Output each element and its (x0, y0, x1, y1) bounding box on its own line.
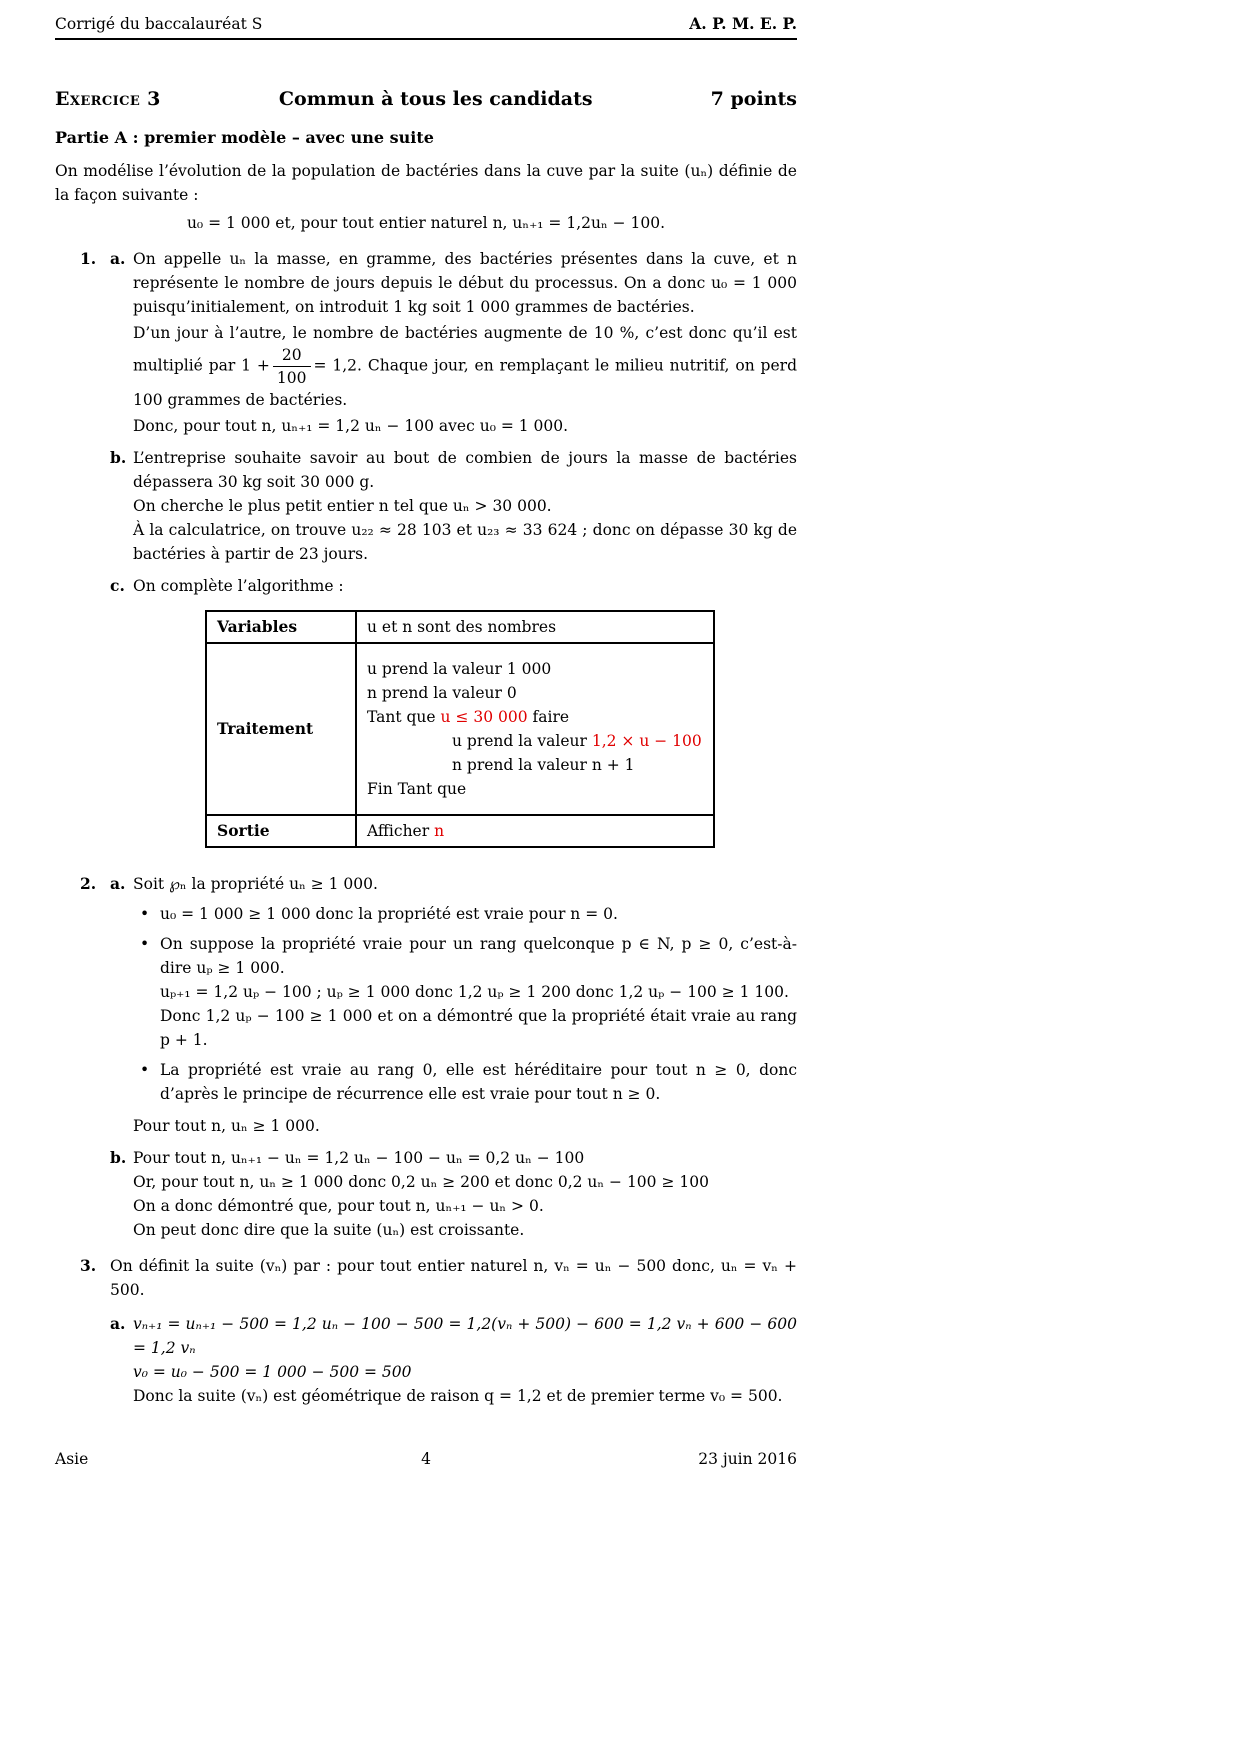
sequence-definition-formula: u₀ = 1 000 et, pour tout entier naturel n, uₙ₊₁ = 1,2uₙ − 100. (186, 214, 666, 232)
algo-line-3-condition: u ≤ 30 000 (440, 708, 528, 726)
q1a-paragraph-2 (133, 321, 797, 412)
page-footer (55, 1450, 797, 1468)
q3-intro: On définit la suite (vₙ) par : pour tout entier naturel n, vₙ = uₙ − 500 donc, uₙ = vₙ + 500. (110, 1257, 797, 1299)
footer-location: Asie (55, 1450, 89, 1468)
algo-variables-value: u et n sont des nombres (356, 611, 714, 643)
question-1a-label: a. (110, 249, 126, 268)
question-1 (55, 247, 797, 860)
exercise-title: Commun à tous les candidats (278, 88, 593, 110)
algo-line-2: n prend la valeur 0 (367, 684, 517, 702)
intro-paragraph: On modélise l’évolution de la population de bactéries dans la cuve par la suite (uₙ) définie de la façon suivante : (55, 162, 797, 204)
question-1c (110, 574, 797, 598)
bullet-marker: • (140, 935, 150, 953)
document-page (55, 14, 797, 1468)
algo-line-3 (367, 705, 703, 729)
q2a-bullet-2 (133, 932, 797, 1052)
q2a-bullet-3-text: La propriété est vraie au rang 0, elle est héréditaire pour tout n ≥ 0, donc d’après le principe de récurrence elle est vraie pour tout n ≥ 0. (160, 1061, 797, 1103)
question-2 (55, 872, 797, 1242)
algo-sortie-label: Sortie (206, 815, 356, 847)
q2a-bullet-2-line-2: uₚ₊₁ = 1,2 uₚ − 100 ; uₚ ≥ 1 000 donc 1,2 uₚ ≥ 1 200 donc 1,2 uₚ − 100 ≥ 1 100. (160, 983, 789, 1001)
algorithm-table (205, 610, 715, 848)
fraction-numerator: 20 (273, 345, 311, 367)
algorithm-row-variables (206, 611, 714, 643)
q3a-line-2: v₀ = u₀ − 500 = 1 000 − 500 = 500 (133, 1363, 412, 1381)
fraction-denominator: 100 (276, 369, 307, 387)
q2b-line-3: On a donc démontré que, pour tout n, uₙ₊₁ − uₙ > 0. (133, 1197, 544, 1215)
q1a-paragraph-3: Donc, pour tout n, uₙ₊₁ = 1,2 uₙ − 100 avec u₀ = 1 000. (133, 417, 569, 435)
algo-line-1: u prend la valeur 1 000 (367, 660, 552, 678)
question-2b (110, 1146, 797, 1242)
algo-traitement-label: Traitement (206, 643, 356, 815)
q2a-bullet-2-line-3: Donc 1,2 uₚ − 100 ≥ 1 000 et on a démontré que la propriété était vraie au rang p + 1. (160, 1007, 797, 1049)
q3a-line-1: vₙ₊₁ = uₙ₊₁ − 500 = 1,2 uₙ − 100 − 500 = 1,2(vₙ + 500) − 600 = 1,2 vₙ + 600 − 600 = 1,2 vₙ (133, 1315, 797, 1357)
algorithm-row-traitement (206, 643, 714, 815)
q2a-conclusion: Pour tout n, uₙ ≥ 1 000. (133, 1117, 320, 1135)
footer-date: 23 juin 2016 (698, 1450, 797, 1468)
exercise-header (55, 88, 797, 110)
question-3a-label: a. (110, 1314, 126, 1333)
q2b-line-2: Or, pour tout n, uₙ ≥ 1 000 donc 0,2 uₙ ≥ 200 et donc 0,2 uₙ − 100 ≥ 100 (133, 1173, 709, 1191)
q2b-line-4: On peut donc dire que la suite (uₙ) est croissante. (133, 1221, 525, 1239)
algo-variables-label: Variables (206, 611, 356, 643)
question-1b-label: b. (110, 448, 127, 467)
algo-traitement-body (356, 643, 714, 815)
question-1a (110, 247, 797, 438)
q1b-paragraph-3: À la calculatrice, on trouve u₂₂ ≈ 28 103 et u₂₃ ≈ 33 624 ; donc on dépasse 30 kg de bactéries à partir de 23 jours. (133, 521, 797, 563)
header-apmep-label: A. P. M. E. P. (689, 14, 797, 33)
algo-sortie-value (356, 815, 714, 847)
algo-sortie-variable: n (434, 822, 445, 840)
exercise-points: 7 points (710, 88, 797, 110)
part-a-heading: Partie A : premier modèle – avec une suite (55, 128, 434, 147)
algo-sortie-prefix: Afficher (367, 822, 435, 840)
q1a-p2-before-fraction: D’un jour à l’autre, le nombre de bactéries augmente de 10 %, c’est donc qu’il est multiplié par 1 + (133, 324, 797, 375)
algo-line-4 (367, 729, 703, 753)
q3a-line-3: Donc la suite (vₙ) est géométrique de raison q = 1,2 et de premier terme v₀ = 500. (133, 1387, 783, 1405)
q1a-p2-after-fraction: = 1,2. Chaque jour, en remplaçant le milieu nutritif, on perd 100 grammes de bactéries. (133, 356, 797, 409)
question-1c-label: c. (110, 576, 125, 595)
question-2b-label: b. (110, 1148, 127, 1167)
question-1b (110, 446, 797, 566)
q1c-paragraph-1: On complète l’algorithme : (133, 577, 344, 595)
fraction-20-over-100 (273, 345, 311, 388)
q1a-paragraph-1: On appelle uₙ la masse, en gramme, des bactéries présentes dans la cuve, et n représente le nombre de jours depuis le début du processus. On a donc u₀ = 1 000 puisqu’initialement, on introduit 1 kg soit 1 000 grammes de bactéries. (133, 250, 797, 316)
q2a-bullet-3 (133, 1058, 797, 1106)
bullet-marker: • (140, 1061, 150, 1079)
q2a-bullet-1 (133, 902, 797, 926)
algorithm-row-sortie (206, 815, 714, 847)
header-document-title: Corrigé du baccalauréat S (55, 15, 263, 33)
algo-line-4-expression: 1,2 × u − 100 (591, 732, 702, 750)
question-2a-label: a. (110, 874, 126, 893)
q1b-paragraph-1: L’entreprise souhaite savoir au bout de combien de jours la masse de bactéries dépassera 30 kg soit 30 000 g. (133, 449, 797, 491)
question-2-number: 2. (80, 874, 97, 893)
q2a-bullet-2-line-1: On suppose la propriété vraie pour un rang quelconque p ∈ N, p ≥ 0, c’est-à-dire uₚ ≥ 1 000. (160, 935, 797, 977)
question-1-number: 1. (80, 249, 97, 268)
exercise-number: Exercice 3 (55, 88, 161, 110)
question-3a (110, 1312, 797, 1408)
question-3 (55, 1254, 797, 1408)
q2b-line-1: Pour tout n, uₙ₊₁ − uₙ = 1,2 uₙ − 100 − uₙ = 0,2 uₙ − 100 (133, 1149, 585, 1167)
bullet-marker: • (140, 905, 150, 923)
q2a-bullet-1-text: u₀ = 1 000 ≥ 1 000 donc la propriété est vraie pour n = 0. (160, 905, 618, 923)
page-header (55, 14, 797, 40)
q1b-paragraph-2: On cherche le plus petit entier n tel que uₙ > 30 000. (133, 497, 552, 515)
question-2a (110, 872, 797, 1138)
footer-page-number: 4 (421, 1450, 431, 1468)
algo-line-3-suffix: faire (527, 708, 570, 726)
q2a-intro: Soit ℘ₙ la propriété uₙ ≥ 1 000. (133, 875, 378, 893)
question-3-number: 3. (80, 1256, 97, 1275)
algo-line-6: Fin Tant que (367, 780, 467, 798)
algo-line-4-prefix: u prend la valeur (452, 732, 592, 750)
algo-line-5: n prend la valeur n + 1 (452, 756, 635, 774)
algo-line-3-prefix: Tant que (367, 708, 441, 726)
